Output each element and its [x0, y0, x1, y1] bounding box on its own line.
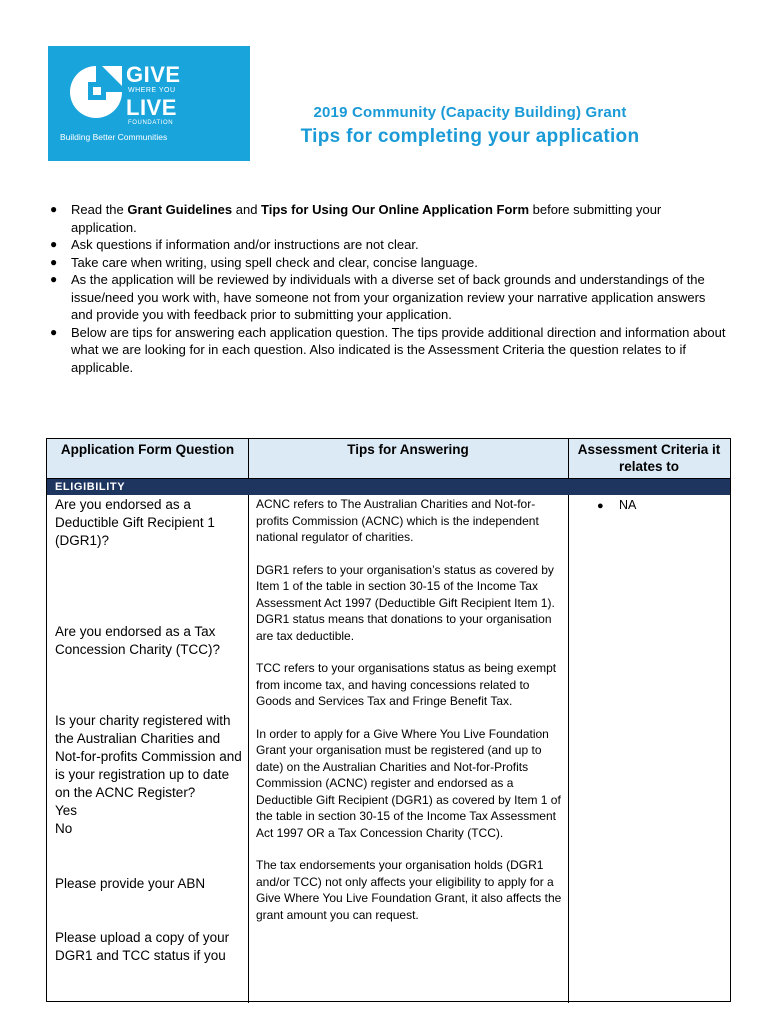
tip-acnc: ACNC refers to The Australian Charities and Not-for-profits Commission (ACNC) which is the independent national regulator of charities.: [256, 497, 539, 544]
bullet-icon: ●: [50, 254, 58, 269]
column-header-criteria: Assessment Criteria it relates to: [577, 442, 721, 474]
logo-word-where-you: WHERE YOU: [128, 87, 176, 94]
tip-tcc: TCC refers to your organisations status as being exempt from income tax, and having concessions related to Goods and Services Tax and Fringe Benefit Tax.: [256, 661, 557, 708]
bullet-icon: ●: [50, 202, 58, 216]
question-acnc-registration: [55, 712, 245, 838]
bullet-icon: ●: [597, 500, 604, 512]
bullet-text: As the application will be reviewed by individuals with a diverse set of back grounds and understandings of the issue/need you work with, have someone not from your organization review your narrative application answers and provide you with feedback prior to submitting your application.: [71, 272, 706, 322]
intro-bullet-list: [48, 201, 728, 376]
document-subtitle: Tips for completing your application: [300, 126, 640, 147]
online-form-tips-text: Tips for Using Our Online Application Form: [261, 202, 530, 217]
bullet-text: Below are tips for answering each application question. The tips provide additional direction and information about what we are looking for in each question. Also indicated is the Assessment Criteria the question relates to if applicable.: [71, 324, 726, 375]
question-abn: Please provide your ABN: [55, 876, 206, 891]
bullet-text: Take care when writing, using spell check and clear, concise language.: [71, 254, 478, 270]
logo-word-live: LIVE: [126, 95, 177, 120]
bullet-text: before submitting your application.: [71, 202, 662, 235]
criteria-text: NA: [619, 498, 637, 512]
tip-dgr1: DGR1 refers to your organisation’s status as covered by Item 1 of the table in section 30-15 of the Income Tax Assessment Act 1997 (Deductible Gift Recipient Item 1). DGR1 status means that donations to your organisation are tax deductible.: [256, 562, 555, 643]
column-header-question: Application Form Question: [60, 442, 235, 457]
criteria-na: [597, 498, 636, 512]
list-item: [48, 236, 728, 254]
foundation-logo: [48, 46, 250, 161]
column-divider: [248, 495, 249, 1003]
tip-eligibility: In order to apply for a Give Where You Live Foundation Grant your organisation must be registered (and up to date) on the Australian Charities and Not-for-Profits Commission (ACNC) register and endorsed as a Deductible Gift Recipient (DGR1) as covered by Item 1 of the table in section 30-15 of the Income Tax Assessment Act 1997 OR a Tax Concession Charity (TCC).: [256, 726, 561, 840]
list-item: [48, 324, 728, 377]
tips-table: [46, 438, 731, 1002]
question-dgr1: Are you endorsed as a Deductible Gift Recipient 1 (DGR1)?: [55, 497, 215, 548]
question-acnc-text: Is your charity registered with the Australian Charities and Not-for-profits Commission and is your registration up to date on the ACNC Register?: [55, 713, 242, 800]
column-divider: [568, 495, 569, 1003]
list-item: [48, 201, 728, 236]
question-upload-status: Please upload a copy of your DGR1 and TCC status if you: [55, 930, 230, 963]
logo-tagline: Building Better Communities: [60, 132, 168, 142]
logo-word-give: GIVE: [126, 62, 181, 87]
column-divider: [568, 439, 569, 478]
document-title: 2019 Community (Capacity Building) Grant: [313, 104, 627, 121]
list-item: [48, 254, 728, 272]
question-tcc: Are you endorsed as a Tax Concession Charity (TCC)?: [55, 624, 221, 657]
column-divider: [248, 439, 249, 478]
logo-mark-icon: [66, 62, 126, 122]
logo-word-foundation: FOUNDATION: [128, 120, 174, 126]
bullet-text: and: [232, 202, 262, 217]
bullet-icon: ●: [50, 324, 58, 339]
tips-column: [256, 496, 566, 939]
tip-endorsements: The tax endorsements your organisation holds (DGR1 and/or TCC) not only affects your eligibility to apply for a Give Where You Live Foundation Grant, it also affects the grant amount you can request.: [256, 858, 562, 922]
grant-guidelines-text: Grant Guidelines: [127, 202, 233, 217]
bullet-icon: ●: [50, 237, 58, 251]
option-no: No: [55, 821, 73, 836]
section-heading-eligibility: [47, 479, 730, 495]
option-yes: Yes: [55, 803, 78, 818]
bullet-icon: ●: [50, 272, 58, 286]
table-header-row: [47, 439, 730, 479]
column-header-tips: Tips for Answering: [347, 442, 469, 457]
section-heading-text: ELIGIBILITY: [55, 481, 126, 493]
list-item: [48, 271, 728, 324]
bullet-text: Ask questions if information and/or instructions are not clear.: [71, 237, 419, 252]
bullet-text: Read the: [71, 202, 128, 217]
